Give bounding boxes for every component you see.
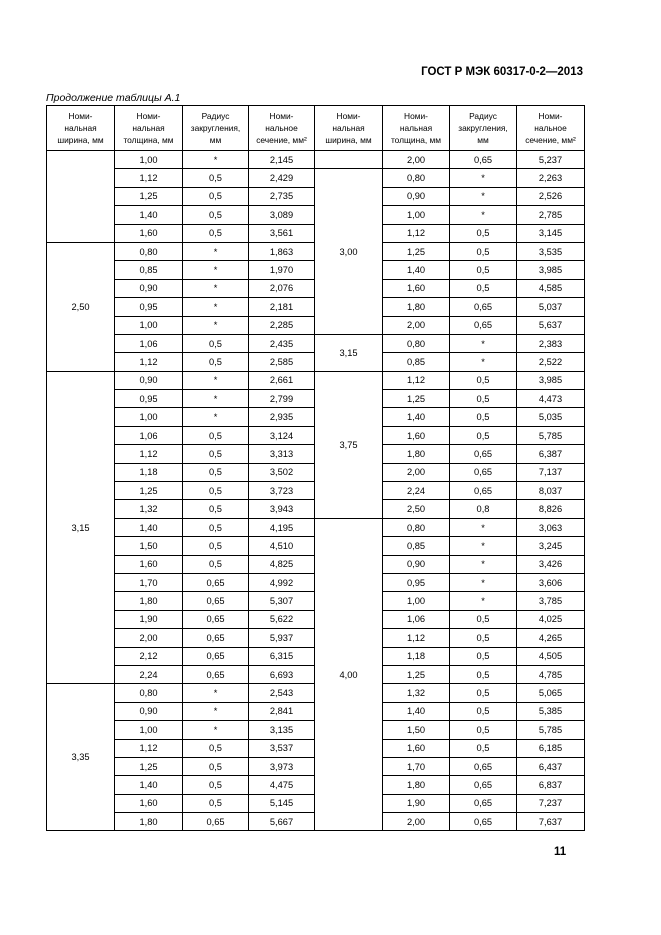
radius-cell: 0,5	[183, 757, 249, 775]
thickness-cell: 1,18	[115, 463, 183, 481]
thickness-cell: 1,40	[383, 702, 450, 720]
section-cell: 3,535	[517, 242, 585, 260]
radius-cell: 0,5	[450, 629, 517, 647]
radius-cell: *	[183, 298, 249, 316]
width-cell	[47, 151, 115, 243]
thickness-cell: 0,85	[115, 261, 183, 279]
section-cell: 3,089	[249, 206, 315, 224]
thickness-cell: 1,12	[383, 371, 450, 389]
thickness-cell: 1,40	[383, 408, 450, 426]
section-cell: 4,025	[517, 610, 585, 628]
radius-cell: 0,65	[183, 665, 249, 683]
thickness-cell: 1,50	[383, 721, 450, 739]
thickness-cell: 2,00	[383, 813, 450, 831]
thickness-cell: 2,50	[383, 500, 450, 518]
radius-cell: *	[183, 261, 249, 279]
document-header: ГОСТ Р МЭК 60317-0-2—2013	[421, 66, 583, 78]
thickness-cell: 1,25	[115, 482, 183, 500]
thickness-cell: 1,90	[115, 610, 183, 628]
section-cell: 6,387	[517, 445, 585, 463]
table-row	[47, 151, 585, 169]
width-cell: 4,00	[315, 518, 383, 831]
section-cell: 5,622	[249, 610, 315, 628]
section-cell: 2,429	[249, 169, 315, 187]
radius-cell: 0,8	[450, 500, 517, 518]
section-cell: 7,137	[517, 463, 585, 481]
section-cell: 3,973	[249, 757, 315, 775]
section-cell: 4,585	[517, 279, 585, 297]
thickness-cell: 1,80	[115, 592, 183, 610]
radius-cell: *	[450, 187, 517, 205]
thickness-cell: 1,90	[383, 794, 450, 812]
radius-cell: 0,5	[183, 518, 249, 536]
radius-cell: 0,5	[450, 279, 517, 297]
radius-cell: *	[450, 573, 517, 591]
radius-cell: 0,65	[183, 629, 249, 647]
section-cell: 2,661	[249, 371, 315, 389]
radius-cell: *	[183, 151, 249, 169]
section-cell: 2,841	[249, 702, 315, 720]
thickness-cell: 1,80	[383, 776, 450, 794]
radius-cell: 0,5	[183, 169, 249, 187]
section-cell: 4,195	[249, 518, 315, 536]
section-cell: 5,937	[249, 629, 315, 647]
section-cell: 2,435	[249, 334, 315, 352]
section-cell: 5,785	[517, 721, 585, 739]
thickness-cell: 1,70	[115, 573, 183, 591]
thickness-cell: 1,25	[383, 390, 450, 408]
radius-cell: *	[183, 721, 249, 739]
thickness-cell: 2,00	[383, 151, 450, 169]
thickness-cell: 1,40	[115, 206, 183, 224]
section-cell: 3,606	[517, 573, 585, 591]
table-row	[47, 371, 585, 389]
section-cell: 6,837	[517, 776, 585, 794]
thickness-cell: 2,12	[115, 647, 183, 665]
radius-cell: 0,5	[450, 702, 517, 720]
page-number: 11	[554, 846, 567, 858]
section-cell: 3,245	[517, 537, 585, 555]
thickness-cell: 1,60	[383, 279, 450, 297]
width-cell: 2,50	[47, 242, 115, 371]
thickness-cell: 1,12	[115, 445, 183, 463]
radius-cell: 0,5	[183, 739, 249, 757]
thickness-cell: 1,80	[383, 298, 450, 316]
section-cell: 5,065	[517, 684, 585, 702]
section-cell: 2,522	[517, 353, 585, 371]
radius-cell: 0,5	[183, 426, 249, 444]
thickness-cell: 0,90	[115, 371, 183, 389]
radius-cell: 0,65	[183, 610, 249, 628]
wire-dimensions-table	[46, 105, 585, 831]
section-cell: 4,825	[249, 555, 315, 573]
section-cell: 2,263	[517, 169, 585, 187]
radius-cell: 0,5	[183, 500, 249, 518]
section-cell: 3,537	[249, 739, 315, 757]
thickness-cell: 1,60	[383, 426, 450, 444]
section-cell: 2,543	[249, 684, 315, 702]
radius-cell: 0,5	[450, 242, 517, 260]
radius-cell: *	[450, 169, 517, 187]
width-cell: 3,35	[47, 684, 115, 831]
radius-cell: *	[183, 242, 249, 260]
radius-cell: 0,65	[450, 316, 517, 334]
header-cell: Номи- нальная ширина, мм	[47, 106, 115, 151]
thickness-cell: 1,12	[383, 224, 450, 242]
radius-cell: 0,65	[450, 757, 517, 775]
section-cell: 3,943	[249, 500, 315, 518]
section-cell: 5,237	[517, 151, 585, 169]
thickness-cell: 0,80	[383, 518, 450, 536]
section-cell: 3,145	[517, 224, 585, 242]
radius-cell: *	[183, 316, 249, 334]
thickness-cell: 1,32	[383, 684, 450, 702]
radius-cell: 0,5	[450, 371, 517, 389]
header-cell: Номи- нальная толщина, мм	[115, 106, 183, 151]
radius-cell: 0,5	[183, 353, 249, 371]
section-cell: 3,426	[517, 555, 585, 573]
radius-cell: 0,5	[183, 537, 249, 555]
radius-cell: *	[450, 518, 517, 536]
section-cell: 8,826	[517, 500, 585, 518]
radius-cell: 0,5	[183, 794, 249, 812]
section-cell: 5,307	[249, 592, 315, 610]
thickness-cell: 0,80	[115, 684, 183, 702]
thickness-cell: 1,80	[383, 445, 450, 463]
section-cell: 2,076	[249, 279, 315, 297]
radius-cell: 0,65	[450, 463, 517, 481]
radius-cell: *	[450, 206, 517, 224]
section-cell: 2,285	[249, 316, 315, 334]
thickness-cell: 1,60	[115, 224, 183, 242]
radius-cell: *	[450, 555, 517, 573]
header-cell: Номи- нальное сечение, мм²	[249, 106, 315, 151]
thickness-cell: 1,60	[115, 555, 183, 573]
radius-cell: *	[450, 353, 517, 371]
radius-cell: 0,65	[183, 813, 249, 831]
radius-cell: 0,5	[183, 206, 249, 224]
section-cell: 2,526	[517, 187, 585, 205]
thickness-cell: 1,06	[383, 610, 450, 628]
radius-cell: 0,5	[183, 224, 249, 242]
radius-cell: 0,5	[450, 390, 517, 408]
radius-cell: *	[450, 334, 517, 352]
section-cell: 3,561	[249, 224, 315, 242]
thickness-cell: 1,00	[115, 408, 183, 426]
width-cell: 3,15	[315, 334, 383, 371]
thickness-cell: 0,80	[383, 169, 450, 187]
thickness-cell: 1,80	[115, 813, 183, 831]
thickness-cell: 0,80	[383, 334, 450, 352]
radius-cell: 0,65	[183, 592, 249, 610]
section-cell: 3,502	[249, 463, 315, 481]
section-cell: 3,723	[249, 482, 315, 500]
thickness-cell: 0,90	[115, 279, 183, 297]
thickness-cell: 0,95	[383, 573, 450, 591]
table-row	[47, 518, 585, 536]
radius-cell: *	[450, 592, 517, 610]
header-cell: Радиус закругления, мм	[183, 106, 249, 151]
section-cell: 4,785	[517, 665, 585, 683]
section-cell: 4,475	[249, 776, 315, 794]
section-cell: 5,637	[517, 316, 585, 334]
section-cell: 2,785	[517, 206, 585, 224]
radius-cell: 0,65	[183, 573, 249, 591]
thickness-cell: 1,70	[383, 757, 450, 775]
section-cell: 2,799	[249, 390, 315, 408]
radius-cell: 0,5	[450, 739, 517, 757]
section-cell: 3,985	[517, 371, 585, 389]
radius-cell: 0,65	[450, 813, 517, 831]
radius-cell: 0,5	[450, 721, 517, 739]
radius-cell: 0,5	[183, 334, 249, 352]
radius-cell: 0,65	[183, 647, 249, 665]
section-cell: 2,181	[249, 298, 315, 316]
width-cell: 3,00	[315, 169, 383, 335]
thickness-cell: 2,00	[383, 316, 450, 334]
section-cell: 2,585	[249, 353, 315, 371]
radius-cell: 0,5	[450, 647, 517, 665]
section-cell: 2,145	[249, 151, 315, 169]
thickness-cell: 0,90	[383, 187, 450, 205]
header-cell: Номи- нальная ширина, мм	[315, 106, 383, 151]
radius-cell: *	[450, 537, 517, 555]
thickness-cell: 2,24	[115, 665, 183, 683]
radius-cell: 0,65	[450, 794, 517, 812]
radius-cell: 0,5	[450, 684, 517, 702]
thickness-cell: 2,00	[115, 629, 183, 647]
thickness-cell: 0,95	[115, 298, 183, 316]
thickness-cell: 1,00	[383, 592, 450, 610]
section-cell: 5,785	[517, 426, 585, 444]
radius-cell: *	[183, 371, 249, 389]
thickness-cell: 1,60	[115, 794, 183, 812]
radius-cell: *	[183, 408, 249, 426]
thickness-cell: 1,12	[115, 739, 183, 757]
radius-cell: 0,5	[183, 482, 249, 500]
radius-cell: *	[183, 702, 249, 720]
thickness-cell: 2,00	[383, 463, 450, 481]
section-cell: 5,145	[249, 794, 315, 812]
section-cell: 4,992	[249, 573, 315, 591]
radius-cell: 0,5	[450, 408, 517, 426]
section-cell: 3,135	[249, 721, 315, 739]
thickness-cell: 1,32	[115, 500, 183, 518]
section-cell: 7,637	[517, 813, 585, 831]
radius-cell: 0,5	[183, 555, 249, 573]
radius-cell: 0,5	[183, 463, 249, 481]
section-cell: 4,510	[249, 537, 315, 555]
section-cell: 4,505	[517, 647, 585, 665]
section-cell: 8,037	[517, 482, 585, 500]
section-cell: 4,265	[517, 629, 585, 647]
table-row	[47, 334, 585, 352]
thickness-cell: 0,85	[383, 537, 450, 555]
section-cell: 3,124	[249, 426, 315, 444]
section-cell: 6,437	[517, 757, 585, 775]
width-cell: 3,75	[315, 371, 383, 518]
radius-cell: *	[183, 684, 249, 702]
radius-cell: 0,5	[183, 445, 249, 463]
radius-cell: *	[183, 279, 249, 297]
radius-cell: 0,5	[183, 776, 249, 794]
section-cell: 7,237	[517, 794, 585, 812]
thickness-cell: 1,00	[115, 721, 183, 739]
thickness-cell: 1,60	[383, 739, 450, 757]
thickness-cell: 0,80	[115, 242, 183, 260]
thickness-cell: 1,25	[115, 187, 183, 205]
radius-cell: 0,65	[450, 298, 517, 316]
thickness-cell: 1,00	[383, 206, 450, 224]
radius-cell: 0,5	[450, 224, 517, 242]
radius-cell: 0,5	[450, 610, 517, 628]
section-cell: 4,473	[517, 390, 585, 408]
thickness-cell: 1,25	[383, 665, 450, 683]
radius-cell: *	[183, 390, 249, 408]
thickness-cell: 0,95	[115, 390, 183, 408]
width-cell: 3,15	[47, 371, 115, 684]
thickness-cell: 1,40	[115, 776, 183, 794]
thickness-cell: 1,40	[383, 261, 450, 279]
section-cell: 3,063	[517, 518, 585, 536]
section-cell: 2,383	[517, 334, 585, 352]
header-cell: Номи- нальное сечение, мм²	[517, 106, 585, 151]
table-header-row	[47, 106, 585, 151]
thickness-cell: 1,06	[115, 426, 183, 444]
section-cell: 6,315	[249, 647, 315, 665]
thickness-cell: 1,12	[115, 353, 183, 371]
radius-cell: 0,5	[450, 426, 517, 444]
thickness-cell: 1,25	[115, 757, 183, 775]
thickness-cell: 2,24	[383, 482, 450, 500]
radius-cell: 0,5	[450, 261, 517, 279]
radius-cell: 0,65	[450, 776, 517, 794]
table-row	[47, 169, 585, 187]
section-cell: 3,985	[517, 261, 585, 279]
section-cell: 1,970	[249, 261, 315, 279]
thickness-cell: 1,25	[383, 242, 450, 260]
thickness-cell: 0,90	[383, 555, 450, 573]
table-caption: Продолжение таблицы А.1	[46, 92, 181, 104]
section-cell: 5,667	[249, 813, 315, 831]
section-cell: 6,693	[249, 665, 315, 683]
thickness-cell: 0,90	[115, 702, 183, 720]
section-cell: 3,785	[517, 592, 585, 610]
header-cell: Радиус закругления, мм	[450, 106, 517, 151]
radius-cell: 0,65	[450, 151, 517, 169]
header-cell: Номи- нальная толщина, мм	[383, 106, 450, 151]
thickness-cell: 1,00	[115, 316, 183, 334]
radius-cell: 0,65	[450, 482, 517, 500]
thickness-cell: 1,12	[115, 169, 183, 187]
section-cell: 6,185	[517, 739, 585, 757]
section-cell: 5,037	[517, 298, 585, 316]
thickness-cell: 1,00	[115, 151, 183, 169]
radius-cell: 0,5	[183, 187, 249, 205]
section-cell: 5,385	[517, 702, 585, 720]
thickness-cell: 1,18	[383, 647, 450, 665]
section-cell: 5,035	[517, 408, 585, 426]
radius-cell: 0,65	[450, 445, 517, 463]
thickness-cell: 1,40	[115, 518, 183, 536]
section-cell: 2,735	[249, 187, 315, 205]
thickness-cell: 1,12	[383, 629, 450, 647]
thickness-cell: 0,85	[383, 353, 450, 371]
section-cell: 2,935	[249, 408, 315, 426]
thickness-cell: 1,06	[115, 334, 183, 352]
section-cell: 3,313	[249, 445, 315, 463]
radius-cell: 0,5	[450, 665, 517, 683]
thickness-cell: 1,50	[115, 537, 183, 555]
width-cell	[315, 151, 383, 169]
section-cell: 1,863	[249, 242, 315, 260]
